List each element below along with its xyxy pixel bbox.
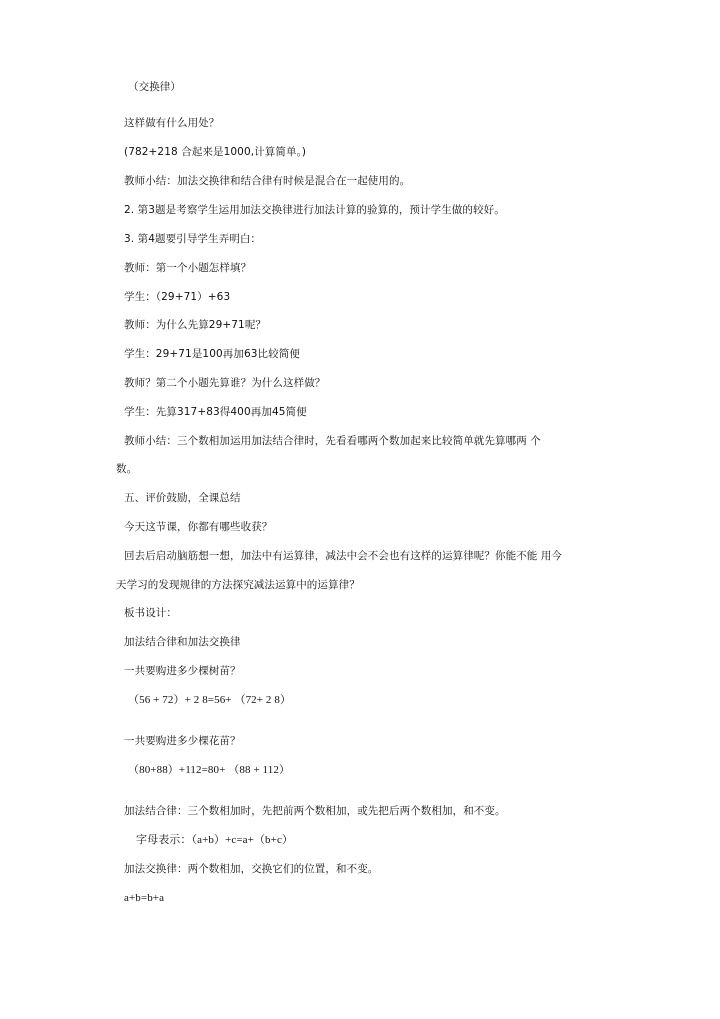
text-line-item-2: 2. 第3题是考察学生运用加法交换律进行加法计算的验算的，预计学生做的较好。 bbox=[124, 204, 505, 216]
text-line-teacher-summary-2: 教师小结：三个数相加运用加法结合律时，先看看哪两个数加起来比较简单就先算哪两 个 bbox=[124, 435, 541, 447]
text-line-board-design: 板书设计： bbox=[124, 607, 177, 619]
text-line-student-3: 学生：先算317+83得400再加45简便 bbox=[124, 406, 307, 418]
text-line-flowers-question: 一共要购进多少棵花苗？ bbox=[124, 735, 241, 747]
text-line-commutative-law: 加法交换律：两个数相加，交换它们的位置，和不变。 bbox=[124, 863, 379, 875]
text-line-answer: (782+218 合起来是1000,计算简单。) bbox=[124, 146, 307, 158]
text-line-question: 这样做有什么用处？ bbox=[124, 117, 220, 129]
text-line-teacher-3: 教师？第二个小题先算谁？为什么这样做？ bbox=[124, 377, 326, 389]
text-line-teacher-2: 教师：为什么先算29+71呢？ bbox=[124, 319, 267, 331]
text-line-teacher-1: 教师：第一个小题怎样填？ bbox=[124, 262, 252, 274]
text-line-associative-law: 加法结合律：三个数相加时，先把前两个数相加，或先把后两个数相加，和不变。 bbox=[124, 805, 506, 817]
text-line-homework-cont: 天学习的发现规律的方法探究减法运算中的运算律？ bbox=[116, 579, 360, 591]
formula-trees: （56 + 72）+ 2 8=56+ （72+ 2 8） bbox=[128, 694, 292, 706]
text-line-harvest-question: 今天这节课，你都有哪些收获？ bbox=[124, 521, 273, 533]
text-line-student-1: 学生：（29+71）+63 bbox=[124, 291, 231, 303]
formula-associative-letters: 字母表示：（a+b）+c=a+（b+c） bbox=[136, 834, 294, 846]
section-heading-summary: 五、评价鼓励，全课总结 bbox=[124, 492, 241, 504]
text-line-commutative-label: （交换律） bbox=[128, 81, 181, 93]
text-line-trees-question: 一共要购进多少棵树苗？ bbox=[124, 665, 241, 677]
text-line-board-title: 加法结合律和加法交换律 bbox=[124, 636, 241, 648]
text-line-homework: 回去后启动脑筋想一想，加法中有运算律，减法中会不会也有这样的运算律呢？你能不能 用今 bbox=[124, 550, 563, 562]
text-line-student-2: 学生：29+71是100再加63比较简便 bbox=[124, 348, 300, 360]
text-line-teacher-summary-1: 教师小结：加法交换律和结合律有时候是混合在一起使用的。 bbox=[124, 175, 411, 187]
text-line-teacher-summary-2-cont: 数。 bbox=[116, 463, 138, 475]
text-line-item-3: 3. 第4题要引导学生弄明白： bbox=[124, 233, 262, 245]
formula-commutative-letters: a+b=b+a bbox=[124, 892, 165, 904]
formula-flowers: （80+88）+112=80+ （88 + 112） bbox=[128, 764, 291, 776]
